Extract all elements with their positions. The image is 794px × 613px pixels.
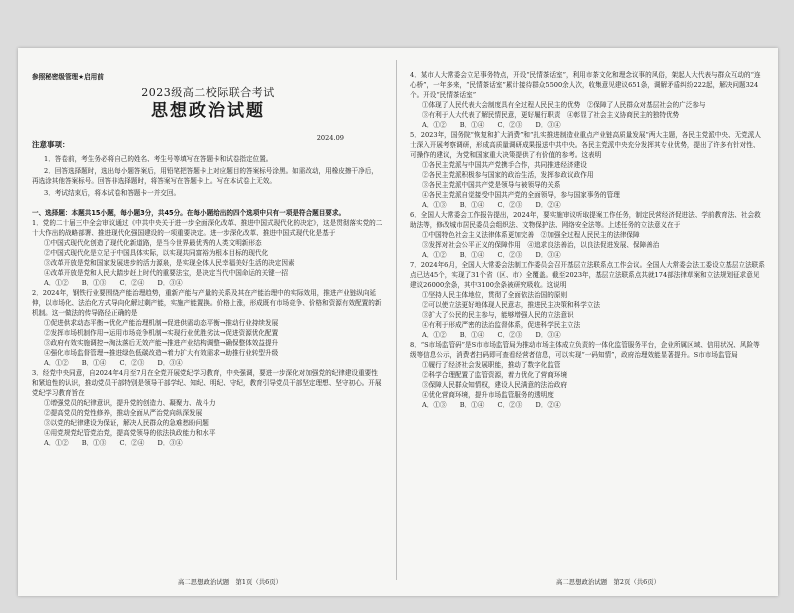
question-option: ①体现了人民代表大会制度具有全过程人民民主的优势 ②保障了人民群众对基层社会的广泛参与 <box>422 101 706 109</box>
right-page <box>410 70 766 410</box>
question-option: ②科学合理配置了监管资源，着力优化了营商环境 <box>422 371 568 379</box>
question-choices: A．①③ B．①④ C．②③ D．②④ <box>422 201 561 209</box>
section-heading: 一、选择题：本题共15小题，每小题3分，共45分。在每小题给出的四个选项中只有一项是符合题目要求。 <box>32 209 346 217</box>
question-stem: 8．“S市场监管码”是S市市场监管局为推动市场主体成立负责的一体化监管服务平台，企业所属区域、信用状况、风险等级等信息公示，消费者扫码即可查看经营者信息，可以实现“一码知情”，政府治理效能显著提升。S市市场监管局 <box>410 341 760 359</box>
question-option: ①中国式现代化创造了现代化新道路，是当今世界最优秀的人类文明新形态 <box>44 239 262 247</box>
question-option: ②可以使立法更好地体现人民意志，推进民主决策和科学立法 <box>422 301 601 309</box>
question-choices: A．①② B．①④ C．②③ D．③④ <box>422 331 561 339</box>
page-footer-right: 高二思想政治试题 第2页（共6页） <box>556 578 660 586</box>
question-option: ①促进供求动态平衡→优化产能治理机制→促进供需动态平衡→推动行业持续发展 <box>44 319 279 327</box>
question-stem: 2．2024年，钢铁行业要围绕产能治理趋势，重新产能与产量的关系及其在产能治理中的实际效用，推进产业链纵向延伸，以市场化、法治化方式导向化解过剩产能，实施产能置换。价格上涨，形成既有市场竞争、价格和资源有效配置的新机制。这一做法的传导路径正确的是 <box>32 289 382 317</box>
question-choices: A．①② B．①③ C．②④ D．③④ <box>44 279 183 287</box>
exam-title: 2023级高二校际联合考试 <box>141 86 275 99</box>
question-stem: 6．全国人大常委会工作报告提出，2024年，要实施审议听取提案工作任务，制定民营经济促进法、学前教育法、社会救助法等，修改城市居民委员会组织法、文物保护法、网络安全法等。上述任务的立法意义在于 <box>410 211 761 229</box>
question-option: ①坚持人民主体地位，贯彻了全面依法治国的原则 <box>422 291 568 299</box>
note-item: 1．答卷前，考生务必将自己的姓名、考生号等填写在答题卡和试卷指定位置。 <box>44 155 273 163</box>
question-choices: A．①③ B．①④ C．②③ D．②④ <box>422 401 561 409</box>
question-option: ③政府有效实施调控→淘汰落后无效产能→推进产业结构调整→确保整体效益提升 <box>44 339 279 347</box>
question-stem: 1．党的二十届三中全会审议通过《中共中央关于进一步全面深化改革、推进中国式现代化的决定》，这是贯彻落实党的二十大作出的战略部署、推进现代化强国建设的一项重要决定。进一步深化改革、推进中国式现代化是基于 <box>32 219 383 237</box>
left-questions <box>32 208 384 448</box>
question-option: ②提高党员的党性修养，推动全面从严治党向纵深发展 <box>44 409 203 417</box>
question-choices: A．①② B．①③ C．②④ D．③④ <box>44 439 183 447</box>
question-option: ②各民主党派积极参与国家的政治生活，发挥参政议政作用 <box>422 171 594 179</box>
page-footer-left: 高二思想政治试题 第1页（共6页） <box>178 578 282 586</box>
question-option: ③发挥对社会公平正义的保障作用 ④追求良法善治，以良法促进发展、保障善治 <box>422 241 660 249</box>
question-option: ③以党的纪律建设为保证，解决人民群众的急难愁盼问题 <box>44 419 209 427</box>
notes-title: 注意事项： <box>32 140 70 149</box>
question-stem: 7．2024年6月，全国人大常委会法制工作委员会召开基层立法联系点工作会议。全国人大常委会法工委设立基层立法联系点已达45个，实现了31个省（区、市）全覆盖。截至2023年，基层立法联系点共就174部法律草案和立法规划征求意见建议26000余条，其中3100余条被研究吸收。这说明 <box>410 261 765 289</box>
question-choices: A．①② B．①④ C．②③ D．③④ <box>44 359 183 367</box>
question-option: ①增强党员的纪律意识，提升党的创造力、凝聚力、战斗力 <box>44 399 216 407</box>
question-option: ④强化市场监督管理→推进绿色低碳改造→着力扩大有效需求→助推行业转型升级 <box>44 349 279 357</box>
exam-sheet <box>18 48 778 596</box>
question-option: ④各民主党派自觉接受中国共产党的全面领导，参与国家事务的管理 <box>422 191 620 199</box>
question-option: ②中国式现代化是立足于中国具体实际，以实现共同富裕为根本目标的现代化 <box>44 249 269 257</box>
question-choices: A．①② B．①④ C．②③ D．③④ <box>422 121 561 129</box>
question-stem: 5．2023年，国务院“恢复和扩大消费”和“扎实推进制造业重点产业链高质量发展”两大主题，各民主党派中央、无党派人士深入开展考察调研，形成高质量调研成果报送中共中央。各民主党派中央充分发挥其专业优势，提出了许多有针对性、可操作的建议，为党和国家重大决策提供了有价值的参考。这表明 <box>410 131 761 159</box>
question-option: ③各民主党派中国共产党是领导与被领导的关系 <box>422 181 561 189</box>
question-stem: 4．某市人大常委会立足事务特点，开设“民情茶话室”，利用市茶文化和理念议事的风俗，架起人大代表与群众互动的“连心桥”，一年多来，“民情茶话室”累计接待群众5500余人次，收集意见建议651条，调解矛盾纠纷222起，解决问题324个。开设“民情茶话室” <box>410 71 761 99</box>
note-item: 2．回答选择题时，选出每小题答案后，用铅笔把答题卡上对应题目的答案标号涂黑。如需改动，用橡皮擦干净后，再选涂其他答案标号。回答非选择题时，将答案写在答题卡上。写在本试卷上无效。 <box>32 167 378 185</box>
question-choices: A．①② B．①④ C．②③ D．③④ <box>422 251 561 259</box>
question-stem: 3．经党中央同意，自2024年4月至7月在全党开展党纪学习教育，中央强调，要进一步深化对加强党的纪律建设重要性和紧迫性的认识，推动党员干部特别是领导干部学纪、知纪、明纪、守纪，教育引导党员干部坚定理想、坚守初心。开展党纪学习教育旨在 <box>32 369 382 397</box>
subject-title: 思想政治试题 <box>151 101 265 121</box>
question-option: ①履行了经济社会发展职能，推动了数字化监管 <box>422 361 561 369</box>
question-option: ④优化营商环境，提升市场监管服务的透明度 <box>422 391 554 399</box>
page-divider <box>396 60 397 580</box>
question-option: ④有利于形成严密的法治监督体系，促进科学民主立法 <box>422 321 581 329</box>
note-item: 3．考试结束后，将本试卷和答题卡一并交回。 <box>44 189 181 197</box>
question-option: ①各民主党派与中国共产党携手合作，共同推进经济建设 <box>422 161 587 169</box>
question-option: ③扩大了公民的民主参与，能够增强人民的立法意识 <box>422 311 574 319</box>
question-option: ②发挥市场机制作用→运用市场竞争机制→实现行业优胜劣汰→促进资源优化配置 <box>44 329 279 337</box>
question-option: ③有利于人大代表了解民情民意，更好履行职责 ④彰显了社会主义协商民主的独特优势 <box>422 111 680 119</box>
question-option: ①中国特色社会主义法律体系更加完善 ②加强全过程人民民主的法律保障 <box>422 231 640 239</box>
question-option: ④用党规党纪管党治党，提高党领导的依法执政能力和水平 <box>44 429 216 437</box>
question-option: ④改革开放是党和人民大踏步赶上时代的重要法宝，是决定当代中国命运的关键一招 <box>44 269 288 277</box>
notes-list <box>32 154 384 200</box>
confidential-label: 参照秘密级管理★启用前 <box>32 73 104 81</box>
question-option: ③改革开放是党和国家发展进步的活力源泉，是实现全体人民幸福美好生活的决定因素 <box>44 259 295 267</box>
exam-date: 2024.09 <box>316 134 344 142</box>
question-option: ③保障人民群众知情权，建设人民满意的法治政府 <box>422 381 568 389</box>
